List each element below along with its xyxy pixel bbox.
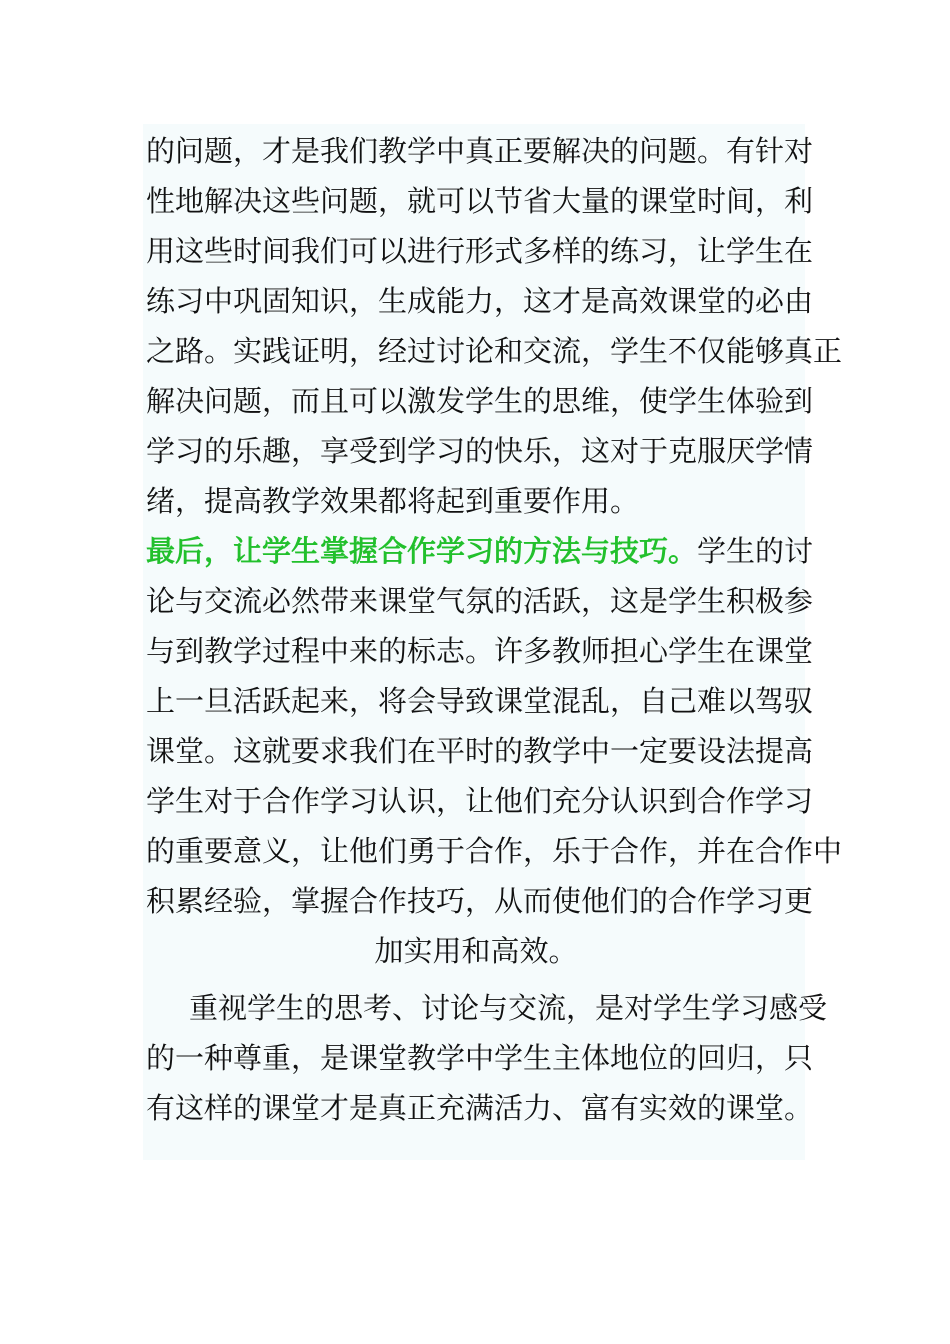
text-line: 的重要意义，让他们勇于合作，乐于合作，并在合作中	[146, 834, 843, 868]
text-line: 学生对于合作学习认识，让他们充分认识到合作学习	[146, 784, 814, 818]
document-text-block	[143, 124, 843, 1160]
text-line: 学习的乐趣，享受到学习的快乐，这对于克服厌学情	[146, 434, 814, 468]
highlighted-heading: 最后，让学生掌握合作学习的方法与技巧。	[146, 534, 698, 568]
text-line: 之路。实践证明，经过讨论和交流，学生不仅能够真正	[146, 334, 843, 368]
heading-line	[146, 526, 814, 576]
text-line: 论与交流必然带来课堂气氛的活跃，这是学生积极参	[146, 584, 814, 618]
text-line: 加实用和高效。	[374, 934, 578, 968]
text-line: 上一旦活跃起来，将会导致课堂混乱，自己难以驾驭	[146, 684, 814, 718]
heading-continuation: 学生的讨	[697, 534, 814, 568]
text-line: 积累经验，掌握合作技巧，从而使他们的合作学习更	[146, 884, 814, 918]
text-line: 与到教学过程中来的标志。许多教师担心学生在课堂	[146, 634, 814, 668]
text-line: 性地解决这些问题，就可以节省大量的课堂时间，利	[146, 184, 814, 218]
text-line: 解决问题，而且可以激发学生的思维，使学生体验到	[146, 384, 814, 418]
text-line: 练习中巩固知识，生成能力，这才是高效课堂的必由	[146, 284, 814, 318]
text-line: 绪，提高教学效果都将起到重要作用。	[146, 484, 640, 518]
text-line: 课堂。这就要求我们在平时的教学中一定要设法提高	[146, 734, 814, 768]
text-line: 的问题，才是我们教学中真正要解决的问题。有针对	[146, 134, 814, 168]
text-line: 重视学生的思考、讨论与交流，是对学生学习感受	[189, 991, 828, 1025]
text-line: 用这些时间我们可以进行形式多样的练习，让学生在	[146, 234, 814, 268]
text-line: 有这样的课堂才是真正充满活力、富有实效的课堂。	[146, 1091, 814, 1125]
text-line: 的一种尊重，是课堂教学中学生主体地位的回归，只	[146, 1041, 814, 1075]
